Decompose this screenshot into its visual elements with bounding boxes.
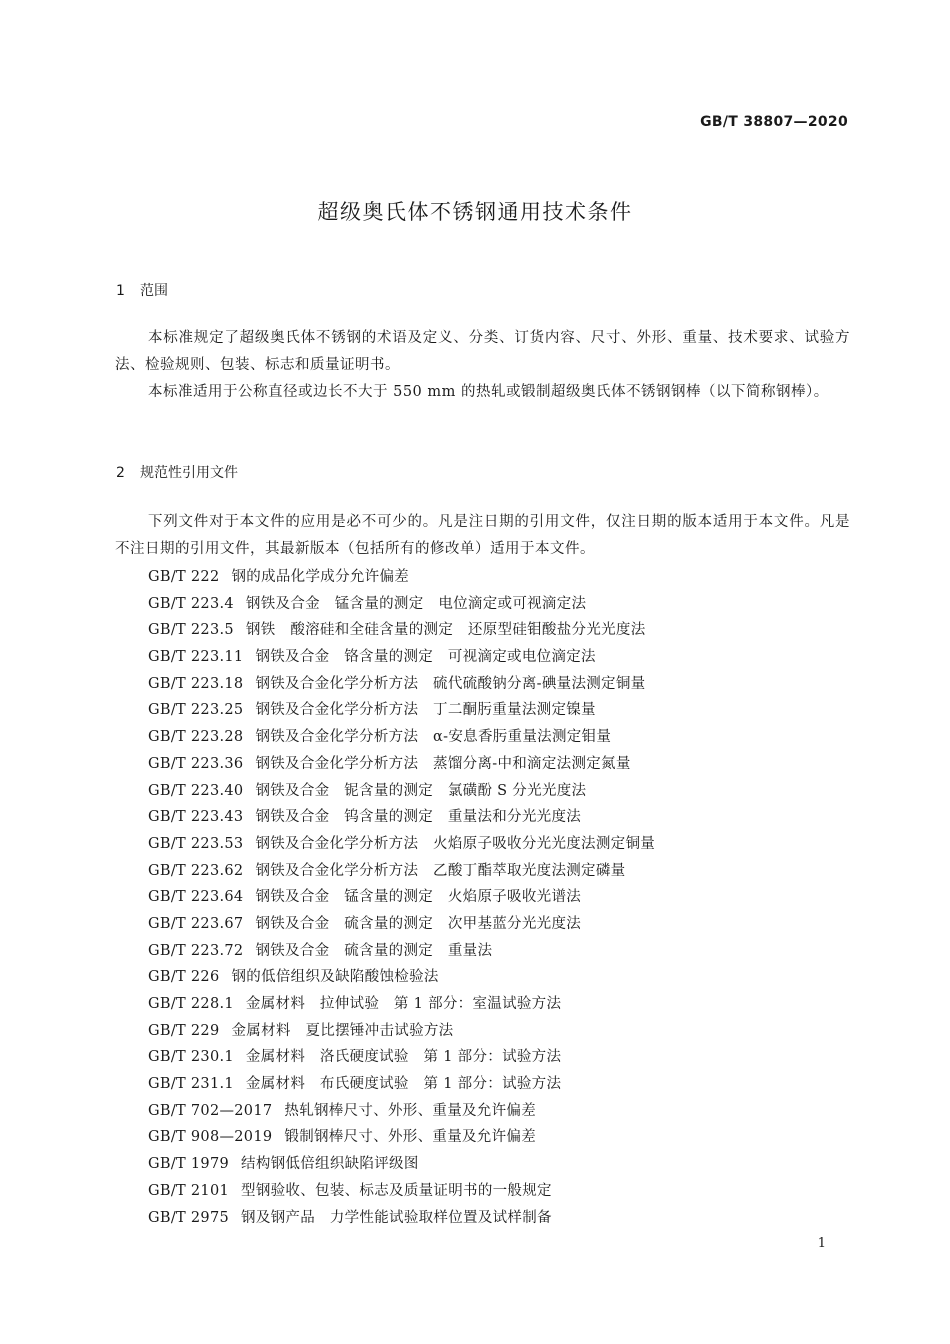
- reference-item: [148, 1151, 655, 1178]
- reference-item: [148, 831, 655, 858]
- reference-item: [148, 991, 655, 1018]
- section-heading-scope: [116, 280, 168, 300]
- reference-item: [148, 724, 655, 751]
- reference-title: 型钢验收、包装、标志及质量证明书的一般规定: [241, 1182, 552, 1199]
- section-number: 2: [116, 465, 125, 481]
- reference-code: GB/T 223.36: [148, 755, 244, 772]
- reference-code: GB/T 231.1: [148, 1076, 234, 1093]
- reference-code: GB/T 223.11: [148, 649, 244, 666]
- reference-item: [148, 697, 655, 724]
- reference-item: [148, 1071, 655, 1098]
- reference-title: 钢铁 酸溶硅和全硅含量的测定 还原型硅钼酸盐分光光度法: [245, 622, 646, 639]
- reference-title: 金属材料 拉伸试验 第 1 部分：室温试验方法: [245, 996, 562, 1012]
- reference-item: [148, 1205, 655, 1232]
- reference-title: 钢铁及合金 钨含量的测定 重量法和分光光度法: [255, 809, 582, 826]
- reference-code: GB/T 228.1: [148, 996, 234, 1012]
- reference-title: 金属材料 布氏硬度试验 第 1 部分：试验方法: [245, 1076, 562, 1093]
- reference-title: 钢铁及合金化学分析方法 乙酸丁酯萃取光度法测定磷量: [255, 862, 626, 879]
- reference-title: 钢及钢产品 力学性能试验取样位置及试样制备: [241, 1209, 552, 1226]
- reference-item: [148, 617, 655, 644]
- scope-paragraph-2: 本标准适用于公称直径或边长不大于 550 mm 的热轧或锻制超级奥氏体不锈钢钢棒（以下简称钢棒）。: [148, 384, 829, 400]
- reference-code: GB/T 223.28: [148, 729, 244, 746]
- reference-code: GB/T 223.53: [148, 835, 244, 852]
- reference-title: 钢铁及合金 锰含量的测定 电位滴定或可视滴定法: [245, 595, 587, 612]
- reference-item: [148, 1098, 655, 1125]
- reference-item: [148, 1044, 655, 1071]
- reference-list: [148, 564, 655, 1231]
- reference-title: 钢铁及合金 锰含量的测定 火焰原子吸收光谱法: [255, 889, 582, 906]
- reference-code: GB/T 223.40: [148, 782, 244, 799]
- reference-title: 热轧钢棒尺寸、外形、重量及允许偏差: [284, 1102, 536, 1119]
- reference-title: 钢的低倍组织及缺陷酸蚀检验法: [231, 969, 439, 986]
- reference-code: GB/T 223.4: [148, 595, 234, 612]
- reference-item: [148, 644, 655, 671]
- reference-code: GB/T 2975: [148, 1209, 230, 1226]
- reference-code: GB/T 223.62: [148, 862, 244, 879]
- reference-item: [148, 804, 655, 831]
- section-title: 规范性引用文件: [140, 465, 238, 481]
- standard-code: GB/T 38807—2020: [700, 114, 848, 130]
- reference-code: GB/T 223.25: [148, 702, 244, 719]
- reference-item: [148, 1178, 655, 1205]
- reference-item: [148, 564, 655, 591]
- reference-code: GB/T 2101: [148, 1182, 230, 1199]
- reference-item: [148, 938, 655, 965]
- reference-title: 钢铁及合金化学分析方法 火焰原子吸收分光光度法测定铜量: [255, 835, 656, 852]
- reference-code: GB/T 223.64: [148, 889, 244, 906]
- reference-code: GB/T 229: [148, 1022, 220, 1039]
- reference-code: GB/T 226: [148, 969, 220, 986]
- reference-item: [148, 591, 655, 618]
- reference-title: 钢铁及合金化学分析方法 蒸馏分离-中和滴定法测定氮量: [255, 755, 631, 772]
- reference-title: 钢铁及合金 铬含量的测定 可视滴定或电位滴定法: [255, 649, 596, 666]
- reference-code: GB/T 222: [148, 569, 220, 585]
- reference-item: [148, 1018, 655, 1045]
- reference-title: 金属材料 洛氏硬度试验 第 1 部分：试验方法: [245, 1049, 562, 1066]
- reference-item: [148, 858, 655, 885]
- reference-code: GB/T 223.5: [148, 622, 234, 639]
- reference-item: [148, 884, 655, 911]
- section-title: 范围: [140, 283, 168, 299]
- reference-title: 锻制钢棒尺寸、外形、重量及允许偏差: [284, 1129, 536, 1146]
- reference-title: 金属材料 夏比摆锤冲击试验方法: [231, 1022, 454, 1039]
- reference-title: 钢铁及合金化学分析方法 丁二酮肟重量法测定镍量: [255, 702, 596, 719]
- reference-code: GB/T 1979: [148, 1156, 230, 1173]
- reference-code: GB/T 223.43: [148, 809, 244, 826]
- reference-title: 钢铁及合金 硫含量的测定 次甲基蓝分光光度法: [255, 915, 582, 932]
- reference-title: 钢铁及合金化学分析方法 α-安息香肟重量法测定钼量: [255, 729, 612, 746]
- reference-item: [148, 671, 655, 698]
- reference-title: 钢铁及合金 硫含量的测定 重量法: [255, 942, 493, 959]
- references-intro-paragraph: 下列文件对于本文件的应用是必不可少的。凡是注日期的引用文件，仅注日期的版本适用于本文件。凡是不注日期的引用文件，其最新版本（包括所有的修改单）适用于本文件。: [115, 514, 850, 557]
- page-number: 1: [817, 1236, 826, 1251]
- section-number: 1: [116, 283, 125, 299]
- reference-code: GB/T 223.18: [148, 675, 244, 692]
- reference-code: GB/T 230.1: [148, 1049, 234, 1066]
- reference-item: [148, 911, 655, 938]
- document-title: 超级奥氏体不锈钢通用技术条件: [317, 200, 633, 224]
- reference-code: GB/T 223.72: [148, 942, 244, 959]
- reference-code: GB/T 908—2019: [148, 1129, 273, 1146]
- reference-item: [148, 751, 655, 778]
- reference-title: 钢铁及合金化学分析方法 硫代硫酸钠分离-碘量法测定铜量: [255, 675, 646, 692]
- reference-code: GB/T 702—2017: [148, 1102, 273, 1119]
- section-heading-normative-references: [116, 462, 238, 482]
- reference-title: 钢铁及合金 铌含量的测定 氯磺酚 S 分光光度法: [255, 782, 587, 799]
- reference-item: [148, 964, 655, 991]
- scope-paragraph-1: 本标准规定了超级奥氏体不锈钢的术语及定义、分类、订货内容、尺寸、外形、重量、技术要求、试验方法、检验规则、包装、标志和质量证明书。: [115, 330, 850, 373]
- reference-item: [148, 1124, 655, 1151]
- reference-title: 结构钢低倍组织缺陷评级图: [241, 1156, 419, 1173]
- reference-code: GB/T 223.67: [148, 915, 244, 932]
- reference-item: [148, 778, 655, 805]
- reference-title: 钢的成品化学成分允许偏差: [231, 569, 410, 585]
